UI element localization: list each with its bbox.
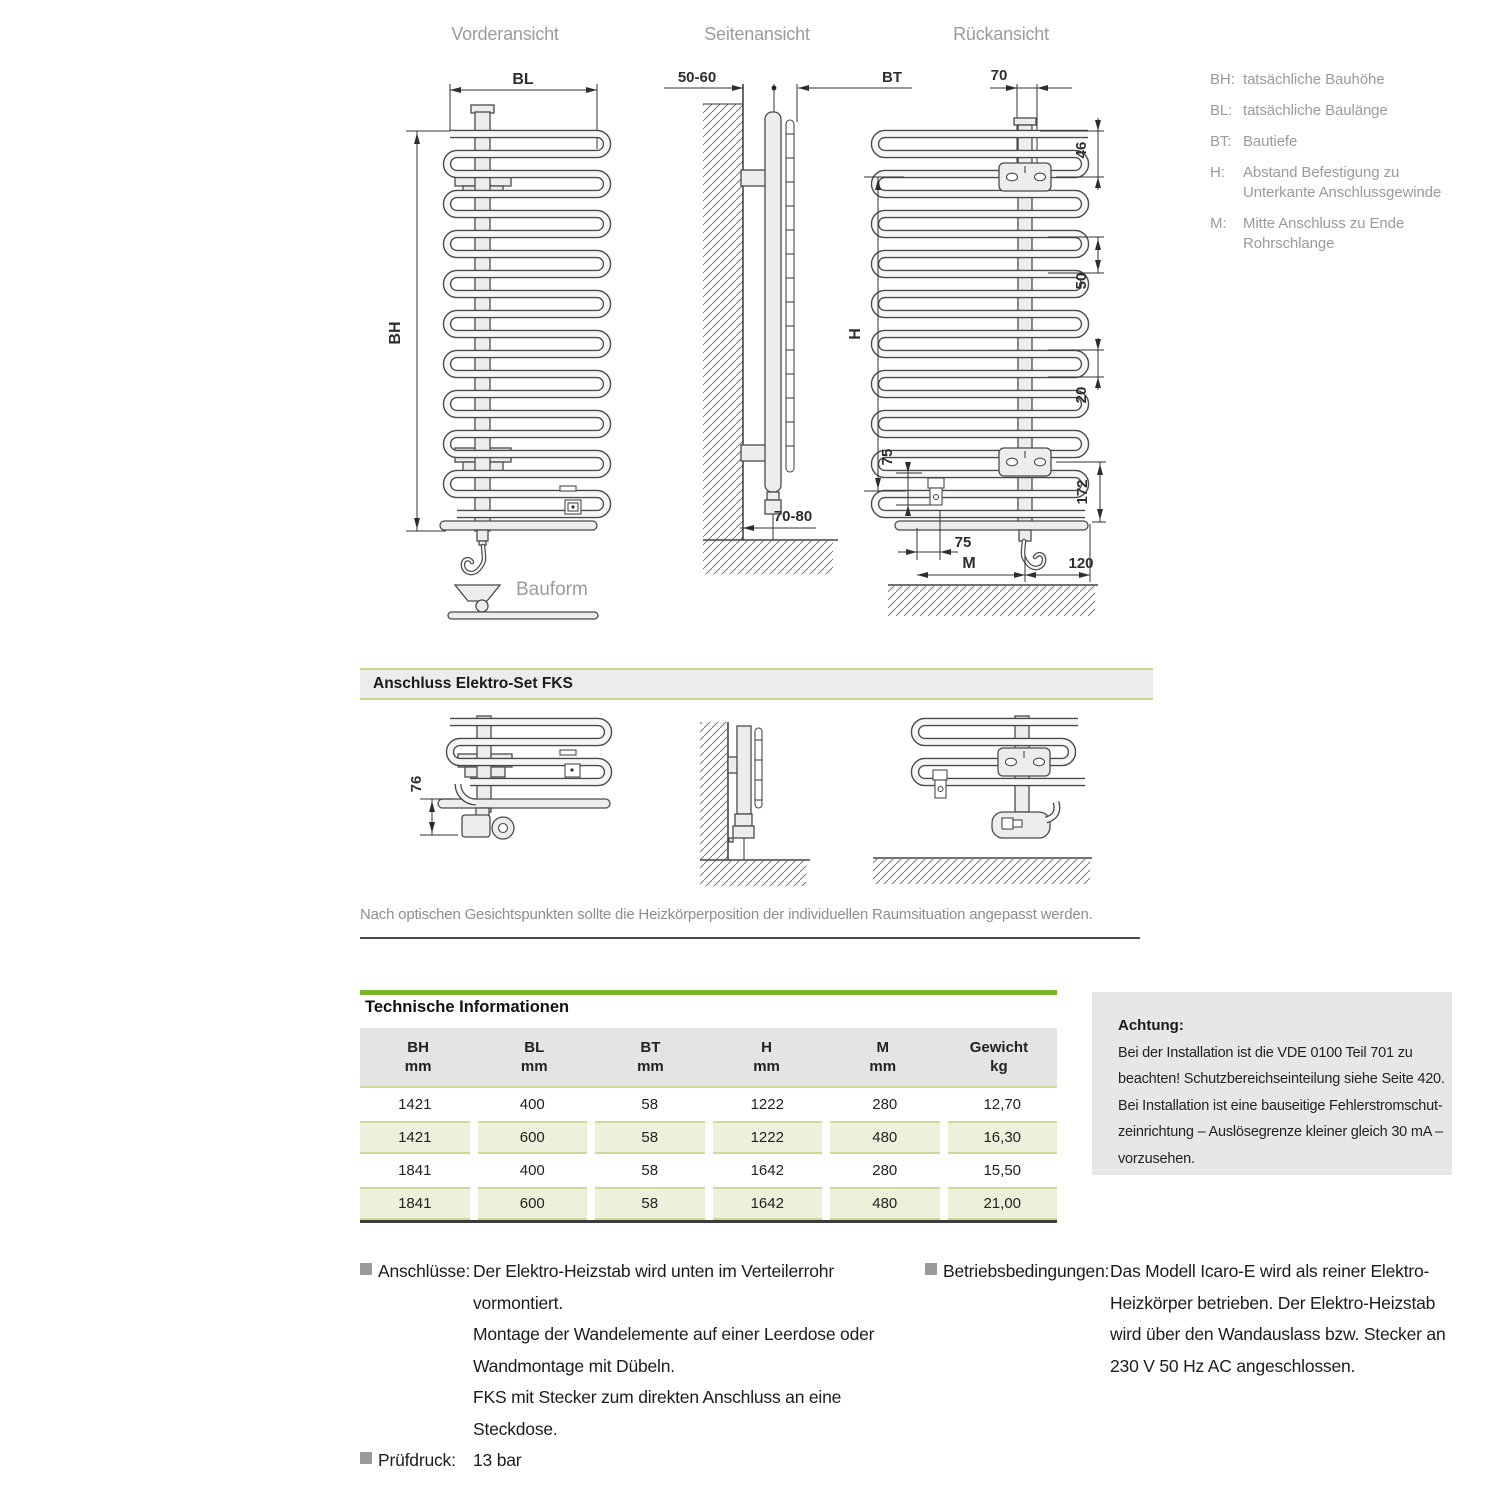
dim-20-label: 20: [1073, 386, 1090, 404]
position-note: Nach optischen Gesichtspunkten sollte die Heizkörperposition der individuellen Raumsituation angepasst werden.: [360, 906, 1093, 923]
rear-view-drawing: [847, 67, 1106, 616]
fks-front-drawing: [408, 716, 610, 839]
anschluesse-text: Der Elektro-Heizstab wird unten im Verteilerrohr vormontiert. Montage der Wandelemente auf einer Leerdose oder Wandmontage mit Dübeln. FKS mit Stecker zum direkten Anschluss an eine Steckdose.: [473, 1261, 875, 1439]
column-header: BT mm: [637, 1039, 664, 1075]
fks-section-header: Anschluss Elektro-Set FKS: [360, 668, 1153, 700]
side-tubes: [786, 120, 794, 472]
column-header: BH mm: [404, 1039, 432, 1075]
legend-item: BH: tatsächliche Bauhöhe: [1210, 71, 1385, 88]
dim-46-label: 46: [1073, 141, 1090, 159]
pruefdruck-value: 13 bar: [473, 1450, 522, 1470]
dim-bt-label: BT: [882, 69, 902, 86]
section-divider: [360, 937, 1140, 939]
fks-ground-hatch: [873, 859, 1090, 884]
foot-tube: [440, 521, 597, 530]
front-view-title: Vorderansicht: [451, 24, 559, 44]
legend-item: M: Mitte Anschluss zu Ende Rohrschlange: [1210, 215, 1405, 252]
anschluesse-label: Anschlüsse:: [378, 1261, 471, 1281]
dim-75v-label: 75: [879, 448, 896, 466]
bauform-label: Bauform: [516, 579, 588, 600]
dim-h-label: H: [847, 328, 864, 340]
side-view-title: Seitenansicht: [704, 24, 810, 44]
dimension-legend: [1210, 70, 1480, 265]
fks-drawings: [380, 715, 1140, 900]
fks-heating-element-side: [733, 826, 754, 838]
fks-floor-hatch: [700, 861, 806, 886]
technical-drawing: [360, 15, 1140, 665]
foot-tube-rear: [895, 521, 1088, 530]
table-body: [360, 1086, 1057, 1223]
wall-hatch: [703, 104, 743, 540]
fks-rear-drawing: [873, 716, 1092, 884]
bullet-icon: [360, 1452, 372, 1464]
serpentine-tube: [447, 134, 607, 514]
legend-item: H: Abstand Befestigung zu Unterkante Anschlussgewinde: [1210, 164, 1442, 201]
rear-view-title: Rückansicht: [953, 24, 1049, 44]
betrieb-text: Das Modell Icaro-E wird als reiner Elektro- Heizkörper betrieben. Der Elektro-Heizstab wird über den Wandauslass bzw. Stecker an 230 V 50 Hz AC angeschlossen.: [1110, 1261, 1446, 1376]
betrieb-label: Betriebsbedingungen:: [943, 1261, 1110, 1281]
column-header: H mm: [753, 1039, 780, 1075]
dim-70-label: 70: [990, 67, 1008, 84]
dim-50-label: 50: [1073, 272, 1090, 290]
serpentine-tube-rear: [875, 134, 1088, 514]
dim-120-label: 120: [1068, 555, 1094, 572]
tube-clamp: [928, 478, 944, 488]
side-column: [765, 112, 781, 492]
ground-hatch: [888, 586, 1095, 616]
column-header: BL mm: [520, 1039, 548, 1075]
electric-heating-element: [462, 815, 490, 837]
dim-172-label: 172: [1074, 479, 1091, 505]
fks-side-drawing: [700, 722, 810, 886]
warning-title: Achtung:: [1118, 1017, 1184, 1034]
legend-item: BT: Bautiefe: [1210, 133, 1298, 150]
table-row: 1841 600 58 1642 480 21,00: [360, 1187, 1057, 1220]
dim-bh-label: BH: [387, 321, 404, 345]
cable-gland: [477, 530, 488, 541]
legend-item: BL: tatsächliche Baulänge: [1210, 102, 1388, 119]
bauform-icon: [455, 585, 500, 601]
side-bracket: [741, 445, 768, 461]
fks-side-column: [737, 726, 751, 814]
table-accent-bar: [360, 990, 1057, 995]
table-header-row: [360, 1028, 1057, 1086]
warning-box: Achtung: Bei der Installation ist die VDE 0100 Teil 701 zu beachten! Schutzbereichseinteilung siehe Seite 420. Bei Installation ist eine bauseitige Fehlerstromschut- zeinrichtung – Auslösegrenze kleiner gleich 30 mA – vorzusehen.: [1092, 992, 1452, 1175]
bullet-icon: [360, 1263, 372, 1275]
column-header: Gewicht kg: [969, 1039, 1029, 1075]
table-row: 1421 600 58 1222 480 16,30: [360, 1121, 1057, 1154]
fks-wall-hatch: [700, 722, 728, 860]
dim-floor-gap-label: 70-80: [773, 508, 813, 525]
table-title: Technische Informationen: [365, 998, 570, 1016]
dim-m-label: M: [962, 555, 976, 572]
column-header: M mm: [869, 1039, 897, 1075]
side-bracket: [741, 170, 768, 186]
floor-hatch: [703, 541, 833, 574]
table-row: 1841 400 58 1642 280 15,50: [398, 1162, 1022, 1179]
bullet-icon: [925, 1263, 937, 1275]
dim-bl-label: BL: [512, 71, 534, 88]
table-row: 1421 400 58 1222 280 12,70: [398, 1096, 1022, 1113]
dim-76-label: 76: [408, 775, 425, 793]
front-view-drawing: [387, 71, 607, 619]
dim-75h-label: 75: [954, 534, 972, 551]
dim-wall-gap-label: 50-60: [677, 69, 717, 86]
air-vent-valve: [560, 486, 576, 491]
pruefdruck-label: Prüfdruck:: [378, 1450, 456, 1470]
